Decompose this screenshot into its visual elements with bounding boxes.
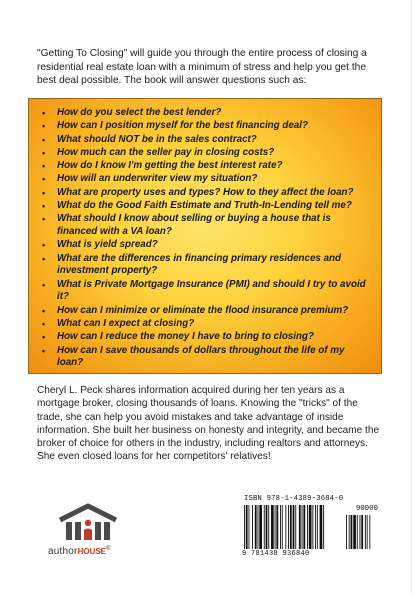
question-text: How do you select the best lender?	[57, 107, 222, 118]
question-text: What are the differences in financing primary residences and investment property?	[57, 252, 342, 277]
bullet-icon: •	[42, 318, 46, 329]
bullet-icon: •	[42, 161, 46, 172]
barcode-bar	[299, 505, 301, 549]
barcode-bar	[307, 505, 308, 549]
question-item	[37, 173, 373, 186]
barcode-addon-bar	[367, 515, 368, 549]
barcode-addon-bar	[353, 515, 356, 549]
barcode-addon-bar	[349, 515, 350, 549]
bullet-icon: •	[42, 214, 46, 225]
price-code: 90000	[355, 505, 378, 513]
bullet-icon: •	[42, 134, 46, 145]
questions-list	[37, 107, 373, 370]
bullet-icon: •	[42, 108, 46, 118]
bullet-icon: •	[42, 174, 46, 185]
barcode-bar	[246, 505, 248, 549]
question-text: What is yield spread?	[57, 239, 158, 251]
barcode-bar	[293, 505, 295, 549]
bullet-icon: •	[42, 147, 46, 158]
bullet-icon: •	[42, 345, 46, 356]
barcode-bar	[302, 505, 303, 549]
question-item	[37, 305, 373, 318]
barcode-bar	[268, 505, 269, 549]
bullet-icon: •	[42, 305, 46, 316]
bullet-icon: •	[42, 279, 46, 290]
question-item	[37, 345, 373, 370]
barcode-bar	[295, 505, 296, 549]
question-item	[37, 147, 373, 160]
barcode-bar	[290, 505, 292, 549]
barcode-bar	[280, 505, 281, 549]
bullet-icon: •	[42, 332, 46, 343]
barcode-bar	[323, 505, 324, 549]
barcode-addon-bar	[361, 515, 363, 549]
barcode-addon-bar	[346, 515, 347, 549]
barcode-addon-bar	[357, 515, 358, 549]
barcode-bar	[266, 505, 268, 549]
question-text: How can I position myself for the best financing deal?	[57, 120, 308, 132]
barcode-addon-bar	[351, 515, 353, 549]
question-text: How will an underwriter view my situation?	[57, 173, 258, 185]
barcode-bar	[312, 505, 313, 549]
barcode-bar	[317, 505, 318, 549]
bullet-icon: •	[42, 240, 46, 251]
publisher-logo	[48, 500, 128, 565]
question-text: What are property uses and types? How to they affect the loan?	[57, 186, 354, 198]
question-item	[37, 318, 373, 331]
question-item	[37, 134, 373, 147]
publisher-name-house: HOUSE	[77, 547, 107, 556]
question-text: What should I know about selling or buying a house that is financed with a VA loan?	[57, 213, 331, 238]
bullet-icon: •	[42, 253, 46, 264]
question-text: How can I save thousands of dollars throughout the life of my loan?	[57, 344, 345, 369]
barcode-bar	[276, 505, 278, 549]
question-item	[37, 331, 373, 344]
author-bio: Cheryl L. Peck shares information acquired during her ten years as a mortgage broker, closing thousands of loans. Knowing the "tricks" of the trade, she can help you avoid mistakes and take advantage of inside information. She built her business on honesty and integrity, and became the broker of choice for others in the industry, including realtors and attorneys. She even closed loans for her competitors' relatives!	[37, 385, 380, 463]
barcode-addon-bar	[360, 515, 361, 549]
barcode-bar	[259, 505, 262, 549]
barcode-bar	[285, 505, 286, 549]
barcode-bar	[249, 505, 250, 549]
question-text: How do I know I'm getting the best interest rate?	[57, 160, 283, 172]
question-text: How can I minimize or eliminate the flood insurance premium?	[57, 304, 349, 316]
question-text: What should NOT be in the sales contract?	[57, 133, 257, 145]
barcode-bar	[255, 505, 257, 549]
bullet-icon: •	[42, 201, 46, 212]
isbn-barcode	[240, 495, 382, 565]
questions-box	[28, 98, 382, 374]
barcode-bar	[275, 505, 276, 549]
barcode-bar	[315, 505, 316, 549]
publisher-name-author: author	[48, 546, 78, 557]
bullet-icon: •	[42, 121, 46, 132]
isbn-number: ISBN 978-1-4389-3684-0	[244, 495, 344, 503]
intro-paragraph: "Getting To Closing" will guide you through the entire process of closing a residential real estate loan with a minimum of stress and help you get the best deal possible. The book will answer questions such as:	[37, 48, 367, 87]
barcode-bar	[303, 505, 305, 549]
barcode-bar	[264, 505, 265, 549]
barcode-bar	[282, 505, 283, 549]
barcode-bar	[309, 505, 312, 549]
publisher-wordmark	[48, 546, 110, 557]
barcode-digits: 9 781438 936840	[242, 550, 310, 558]
question-text: What is Private Mortgage Insurance (PMI) and should I try to avoid it?	[57, 278, 366, 303]
question-item	[37, 200, 373, 213]
question-item	[37, 239, 373, 252]
question-item	[37, 120, 373, 133]
bullet-icon: •	[42, 187, 46, 198]
barcode-bar	[244, 505, 245, 549]
barcode-addon-bar	[365, 515, 366, 549]
barcode-addon-bar	[369, 515, 370, 549]
registered-mark: ®	[106, 546, 111, 552]
barcode-bar	[320, 505, 323, 549]
barcode-bar	[271, 505, 274, 549]
question-text: What can I expect at closing?	[57, 317, 195, 329]
barcode-bar	[258, 505, 259, 549]
question-item	[37, 107, 373, 120]
question-text: How much can the seller pay in closing costs?	[57, 146, 275, 158]
question-item	[37, 279, 373, 304]
question-item	[37, 160, 373, 173]
question-item	[37, 253, 373, 278]
barcode-bar	[252, 505, 253, 549]
question-item	[37, 187, 373, 200]
barcode-bar	[288, 505, 289, 549]
question-text: How can I reduce the money I have to bring to closing?	[57, 331, 314, 343]
question-item	[37, 213, 373, 238]
authorhouse-logo-icon	[48, 500, 128, 546]
question-text: What do the Good Faith Estimate and Truth-In-Lending tell me?	[57, 200, 352, 212]
